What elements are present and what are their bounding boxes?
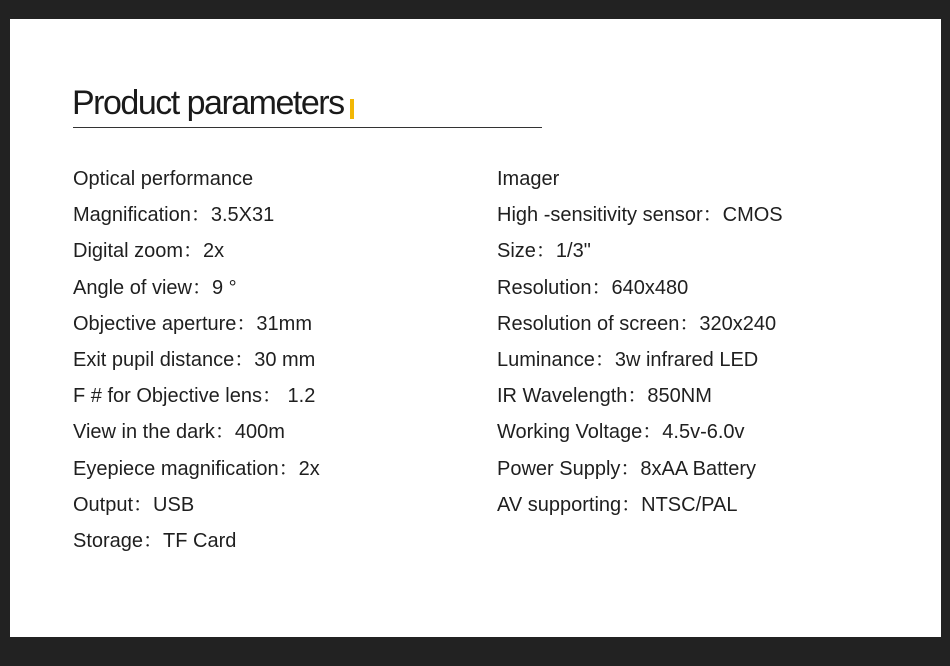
spec-item: IR Wavelength：850NM <box>497 385 712 408</box>
title-accent-bar <box>350 99 354 119</box>
spec-item: Eyepiece magnification：2x <box>73 457 320 480</box>
spec-item: AV supporting：NTSC/PAL <box>497 493 738 516</box>
spec-item: Objective aperture：31mm <box>73 312 312 335</box>
spec-item: Exit pupil distance：30 mm <box>73 348 316 371</box>
spec-list-right <box>497 161 783 523</box>
spec-item: Power Supply：8xAA Battery <box>497 457 757 480</box>
page-title: Product parameters <box>72 84 344 122</box>
spec-item: View in the dark：400m <box>73 421 285 444</box>
spec-item: Working Voltage：4.5v-6.0v <box>497 421 745 444</box>
spec-item: Output：USB <box>73 493 195 516</box>
spec-item: Digital zoom：2x <box>73 240 225 263</box>
spec-item: F # for Objective lens： 1.2 <box>73 385 316 408</box>
spec-item: Luminance：3w infrared LED <box>497 348 759 371</box>
spec-list-left <box>73 161 320 559</box>
spec-item: Storage：TF Card <box>73 529 237 552</box>
spec-heading-imager: Imager <box>497 168 560 190</box>
spec-heading-optical: Optical performance <box>73 168 254 190</box>
spec-item: Resolution of screen：320x240 <box>497 312 777 335</box>
spec-item: High -sensitivity sensor：CMOS <box>497 204 783 227</box>
page-frame <box>10 19 941 637</box>
spec-item: Size：1/3" <box>497 240 591 263</box>
spec-item: Angle of view：9 ° <box>73 276 237 299</box>
spec-item: Resolution：640x480 <box>497 276 689 299</box>
title-underline <box>73 127 542 128</box>
title-block <box>72 81 354 125</box>
spec-item: Magnification：3.5X31 <box>73 204 275 227</box>
